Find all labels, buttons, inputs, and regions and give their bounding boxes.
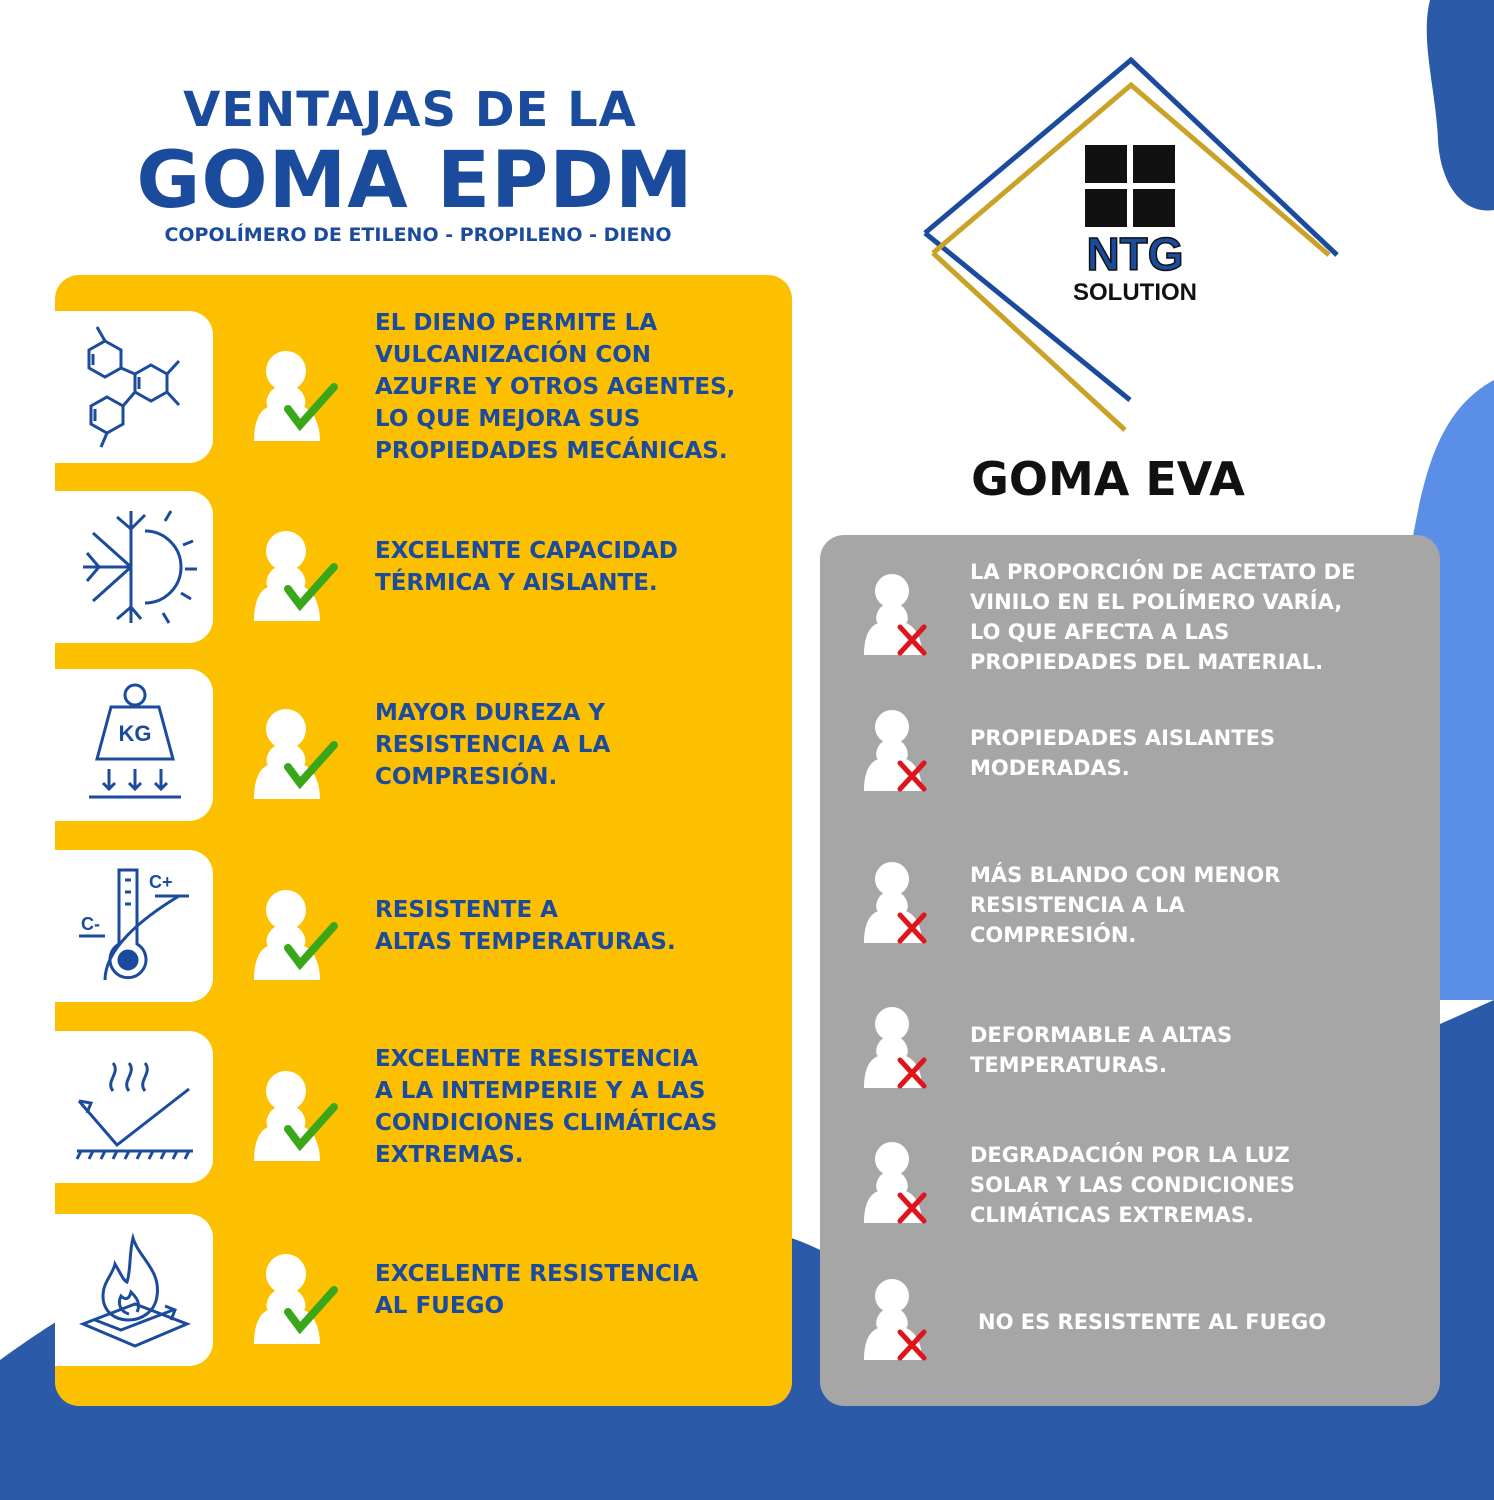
epdm-item-high-temp (55, 850, 792, 1002)
weight-icon (69, 679, 201, 811)
eva-item (820, 1125, 1440, 1245)
logo-tagline: SOLUTION (1073, 279, 1197, 306)
thermometer-minus-label: C- (81, 914, 100, 934)
eva-item-text: MÁS BLANDO CON MENOR RESISTENCIA A LA COMPRESIÓN. (970, 863, 1281, 947)
title-line-1: VENTAJAS DE LA (183, 82, 637, 138)
weight-icon-label: KG (118, 721, 152, 746)
icon-box (55, 1214, 213, 1366)
person-check-icon (250, 525, 346, 621)
person-cross-icon (860, 1137, 940, 1227)
icon-box (55, 1031, 213, 1183)
epdm-item-text: EXCELENTE RESISTENCIA A LA INTEMPERIE Y A LAS CONDICIONES CLIMÁTICAS EXTREMAS. (375, 1046, 718, 1168)
title-line-2: GOMA EPDM (136, 136, 694, 226)
thermometer-icon (69, 860, 201, 992)
eva-item (820, 1262, 1440, 1382)
subtitle: COPOLÍMERO DE ETILENO - PROPILENO - DIENO (164, 224, 672, 246)
person-cross-icon (860, 1002, 940, 1092)
eva-item-text: LA PROPORCIÓN DE ACETATO DE VINILO EN EL POLÍMERO VARÍA, LO QUE AFECTA A LAS PROPIEDADES DEL MATERIAL. (970, 560, 1356, 674)
weather-resistance-icon (69, 1041, 201, 1173)
eva-item-text: DEGRADACIÓN POR LA LUZ SOLAR Y LAS CONDICIONES CLIMÁTICAS EXTREMAS. (970, 1143, 1295, 1227)
icon-box (55, 669, 213, 821)
icon-box (55, 311, 213, 463)
epdm-item-weather (55, 1031, 792, 1183)
molecule-icon (69, 321, 201, 453)
logo-brand: NTG (1086, 228, 1184, 280)
epdm-item-text: RESISTENTE A ALTAS TEMPERATURAS. (375, 897, 676, 955)
snowflake-sun-icon (69, 501, 201, 633)
person-check-icon (250, 1065, 346, 1161)
person-cross-icon (860, 705, 940, 795)
epdm-item-text: MAYOR DUREZA Y RESISTENCIA A LA COMPRESIÓN. (375, 700, 611, 790)
eva-item (820, 693, 1440, 813)
epdm-item-fire (55, 1214, 792, 1366)
person-check-icon (250, 1248, 346, 1344)
person-cross-icon (860, 569, 940, 659)
eva-title: GOMA EVA (971, 452, 1245, 506)
person-check-icon (250, 703, 346, 799)
person-check-icon (250, 345, 346, 441)
thermometer-plus-label: C+ (149, 872, 173, 892)
fire-resistance-icon (69, 1224, 201, 1356)
ntg-logo (915, 55, 1345, 435)
epdm-item-text: EXCELENTE CAPACIDAD TÉRMICA Y AISLANTE. (375, 538, 678, 596)
eva-item (820, 557, 1440, 677)
epdm-item-text: EXCELENTE RESISTENCIA AL FUEGO (375, 1261, 699, 1319)
eva-item-text: NO ES RESISTENTE AL FUEGO (978, 1310, 1327, 1334)
eva-item (820, 845, 1440, 965)
icon-box (55, 491, 213, 643)
epdm-item-thermal (55, 491, 792, 643)
person-cross-icon (860, 857, 940, 947)
eva-item-text: DEFORMABLE A ALTAS TEMPERATURAS. (970, 1023, 1233, 1077)
person-check-icon (250, 884, 346, 980)
person-cross-icon (860, 1274, 940, 1364)
eva-item (820, 990, 1440, 1110)
epdm-item-hardness (55, 669, 792, 821)
epdm-item-vulcanization (55, 311, 792, 463)
eva-item-text: PROPIEDADES AISLANTES MODERADAS. (970, 726, 1276, 780)
icon-box (55, 850, 213, 1002)
epdm-item-text: EL DIENO PERMITE LA VULCANIZACIÓN CON AZUFRE Y OTROS AGENTES, LO QUE MEJORA SUS PROPIEDADES MECÁNICAS. (375, 310, 736, 464)
